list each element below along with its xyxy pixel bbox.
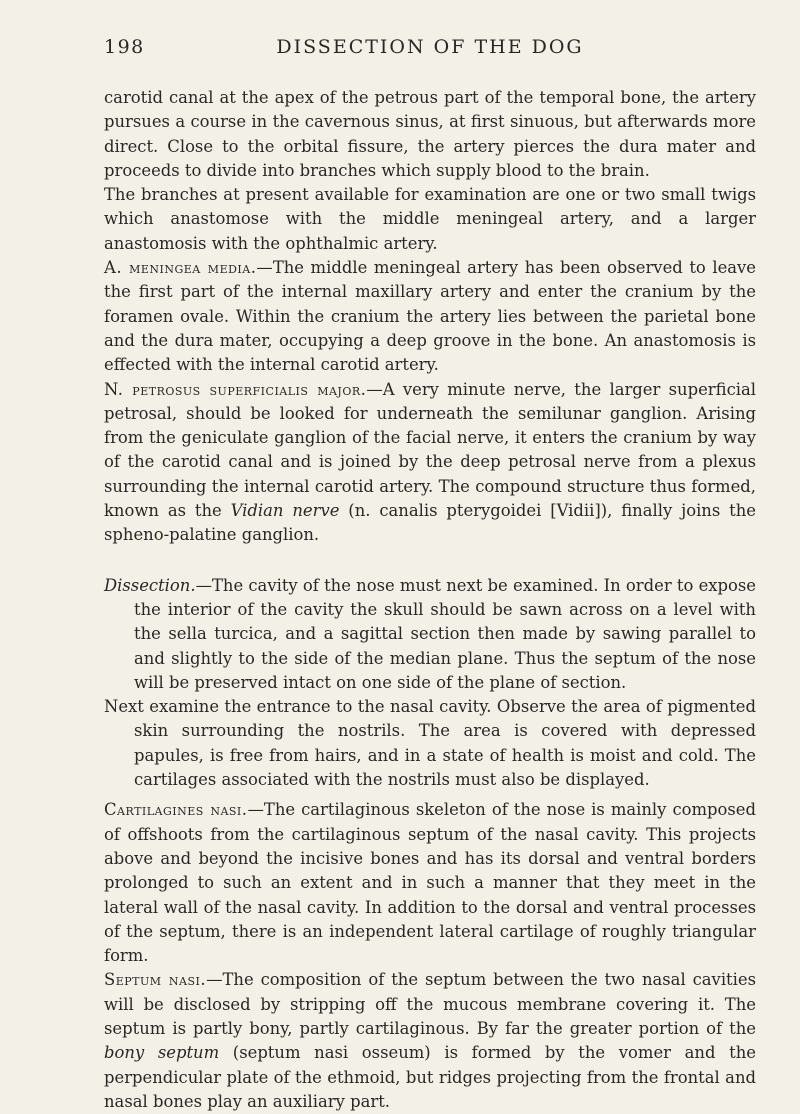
term-bony-septum: bony septum — [104, 1043, 220, 1063]
paragraph-cartilagines: Cartilagines nasi.—The cartilaginous skeleton of the nose is mainly composed of offshoots from the cartilaginous septum of the nasal cavity. This projects above and beyond the incisive bones and has its dorsal and ventral borders prolonged to such an extent and in such a manner that they meet in the lateral wall of the nasal cavity. In addition to the dorsal and ventral processes of the septum, there is an independent lateral cartilage of roughly triangular form. — [104, 800, 756, 966]
heading-dissection: Dissection. — [104, 575, 196, 595]
paragraph-petrosus: N. petrosus superficialis major.—A very minute nerve, the larger superficial petrosal, should be looked for underneath the semilunar ganglion. Arising from the geniculate ganglion of the facial nerve, it enters the cranium by way of the carotid canal and is joined by the deep petrosal nerve from a plexus surrounding the internal carotid artery. The compound structure thus formed, known as the Vidian nerve (n. canalis pterygoidei [Vidii]), finally joins the spheno-palatine ganglion. — [104, 379, 757, 545]
running-title: DISSECTION OF THE DOG — [276, 36, 584, 58]
term-vidian-nerve: Vidian nerve — [230, 501, 340, 521]
paragraph-carotid-course: carotid canal at the apex of the petrous part of the temporal bone, the artery pursues a course in the cavernous sinus, at first sinuous, but afterwards more direct. Close to the orbital fissure, the artery pierces the dura mater and proceeds to divide into branches which supply blood to the brain. — [104, 88, 756, 180]
paragraph-dissection: Dissection.—The cavity of the nose must next be examined. In order to expose the interior of the cavity the skull should be sawn across on a level with the sella turcica, and a sagittal section then made by sawing parallel to and slightly to the side of the median plane. Thus the septum of the nose will be preserved intact on one side of the plane of section. — [104, 575, 756, 692]
heading-petrosus: N. petrosus superficialis major. — [104, 379, 367, 399]
page-number: 198 — [104, 36, 145, 58]
paragraph-septum: Septum nasi.—The composition of the septum between the two nasal cavities will be disclosed by stripping off the mucous membrane covering it. The septum is partly bony, partly cartilaginous. By far the greater portion of the bony septum (septum nasi osseum) is formed by the vomer and the perpendicular plate of the ethmoid, but ridges projecting from the frontal and nasal bones play an auxiliary part. — [104, 970, 756, 1111]
dissection-block — [104, 574, 756, 793]
paragraph-branches: The branches at present available for examination are one or two small twigs which anastomose with the middle meningeal artery, and a larger anastomosis with the ophthalmic artery. — [104, 185, 756, 253]
heading-meningea-media: A. meningea media. — [104, 258, 257, 278]
heading-cartilagines: Cartilagines nasi. — [104, 800, 248, 820]
body-text — [104, 86, 756, 1114]
paragraph-nasal-entrance: Next examine the entrance to the nasal cavity. Observe the area of pigmented skin surrounding the nostrils. The area is covered with depressed papules, is free from hairs, and in a state of health is moist and cold. The cartilages associated with the nostrils must also be displayed. — [104, 697, 756, 790]
paragraph-meningea-media: A. meningea media.—The middle meningeal artery has been observed to leave the first part of the internal maxillary artery and enter the cranium by the foramen ovale. Within the cranium the artery lies between the parietal bone and the dura mater, occupying a deep groove in the bone. An anastomosis is effected with the internal carotid artery. — [104, 258, 756, 375]
heading-septum: Septum nasi. — [104, 970, 207, 990]
running-head — [104, 36, 756, 68]
